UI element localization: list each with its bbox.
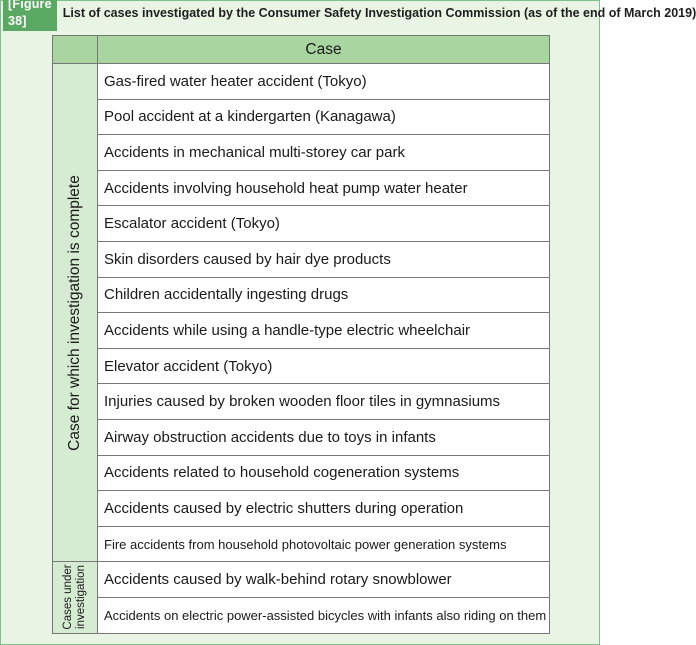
table-row bbox=[53, 562, 550, 598]
figure-title: List of cases investigated by the Consumer Safety Investigation Commission (as of the end of March 2019) bbox=[62, 6, 696, 20]
table-row bbox=[53, 313, 550, 349]
table-row bbox=[53, 135, 550, 171]
table-row bbox=[53, 170, 550, 206]
table-row bbox=[53, 348, 550, 384]
case-cell: Airway obstruction accidents due to toys in infants bbox=[98, 419, 550, 455]
case-cell: Accidents while using a handle-type electric wheelchair bbox=[98, 313, 550, 349]
header-corner-cell bbox=[53, 36, 98, 64]
table-row bbox=[53, 384, 550, 420]
group-ongoing-label bbox=[62, 565, 88, 630]
cases-table bbox=[52, 35, 550, 634]
table-row bbox=[53, 491, 550, 527]
case-cell: Accidents caused by electric shutters during operation bbox=[98, 491, 550, 527]
case-cell: Accidents involving household heat pump water heater bbox=[98, 170, 550, 206]
case-cell: Injuries caused by broken wooden floor tiles in gymnasiums bbox=[98, 384, 550, 420]
table-row bbox=[53, 526, 550, 562]
case-cell: Accidents caused by walk-behind rotary snowblower bbox=[98, 562, 550, 598]
group-complete-cell bbox=[53, 64, 98, 562]
figure-title-bar bbox=[3, 0, 696, 28]
case-cell: Escalator accident (Tokyo) bbox=[98, 206, 550, 242]
group-ongoing-label-line2: investigation bbox=[75, 565, 87, 630]
case-cell: Accidents in mechanical multi-storey car park bbox=[98, 135, 550, 171]
case-cell: Pool accident at a kindergarten (Kanagawa) bbox=[98, 99, 550, 135]
table-row bbox=[53, 419, 550, 455]
group-ongoing-label-line1: Cases under bbox=[62, 564, 74, 631]
case-cell: Accidents on electric power-assisted bicycles with infants also riding on them bbox=[98, 597, 550, 633]
table-row bbox=[53, 455, 550, 491]
case-cell: Children accidentally ingesting drugs bbox=[98, 277, 550, 313]
case-cell: Gas-fired water heater accident (Tokyo) bbox=[98, 64, 550, 100]
case-cell: Fire accidents from household photovoltaic power generation systems bbox=[98, 526, 550, 562]
case-column-header: Case bbox=[98, 36, 550, 64]
case-cell: Elevator accident (Tokyo) bbox=[98, 348, 550, 384]
table-row bbox=[53, 64, 550, 100]
table-row bbox=[53, 597, 550, 633]
table-row bbox=[53, 277, 550, 313]
table-row bbox=[53, 241, 550, 277]
group-complete-label: Case for which investigation is complete bbox=[66, 174, 83, 451]
table-row bbox=[53, 99, 550, 135]
table-row bbox=[53, 206, 550, 242]
group-ongoing-cell bbox=[53, 562, 98, 633]
case-cell: Accidents related to household cogeneration systems bbox=[98, 455, 550, 491]
case-cell: Skin disorders caused by hair dye products bbox=[98, 241, 550, 277]
figure-label: [Figure 38] bbox=[3, 0, 57, 31]
table-header-row bbox=[53, 36, 550, 64]
